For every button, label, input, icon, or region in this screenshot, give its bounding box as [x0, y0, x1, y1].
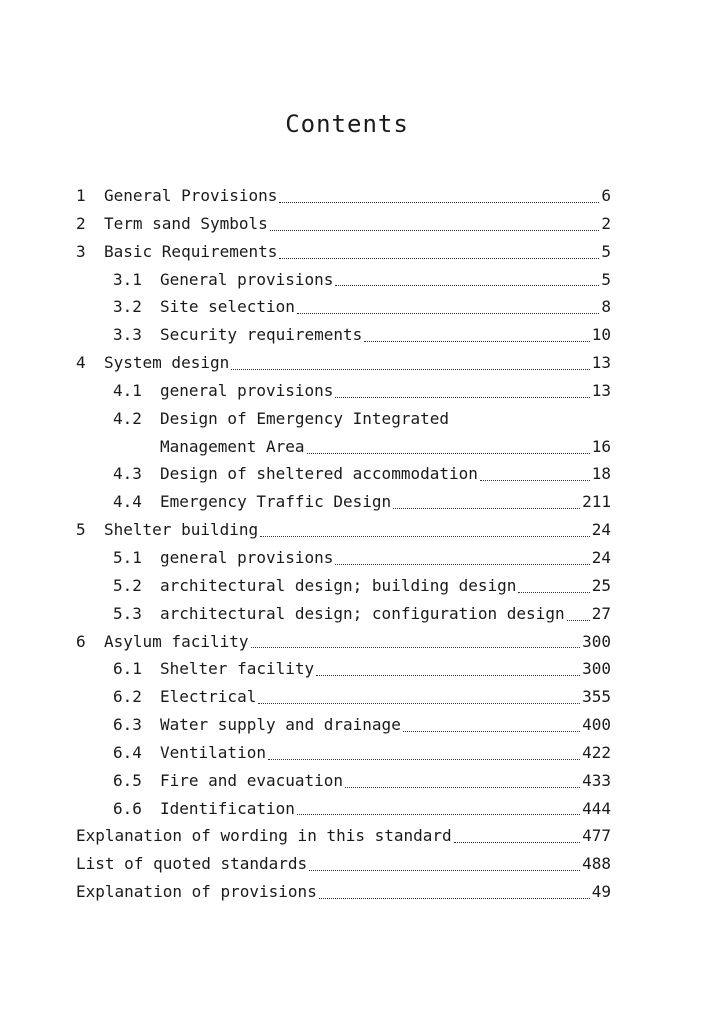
toc-entry-title: Ventilation [160, 742, 266, 762]
toc-entry-page: 5 [601, 241, 611, 261]
toc-entry[interactable] [76, 460, 611, 488]
toc-entry-number: 3.3 [113, 325, 142, 345]
toc-entry-page: 24 [591, 547, 611, 567]
toc-entry-title: System design [104, 353, 230, 373]
toc-entry-page: 2 [601, 213, 611, 233]
toc-entry-title: Shelter building [104, 520, 259, 540]
table-of-contents [76, 182, 611, 906]
toc-entry[interactable] [76, 238, 611, 266]
toc-entry-page: 18 [591, 464, 611, 484]
toc-entry-page: 400 [582, 715, 611, 735]
toc-entry-page: 5 [601, 269, 611, 289]
toc-entry-page: 13 [591, 380, 611, 400]
toc-entry[interactable] [76, 600, 611, 628]
toc-entry-page: 300 [582, 659, 611, 679]
toc-entry-title: Design of sheltered accommodation [160, 464, 478, 484]
toc-leader-dots [454, 841, 580, 843]
toc-entry-title: Site selection [160, 297, 295, 317]
toc-entry-number: 4 [76, 353, 86, 373]
toc-entry-page: 8 [601, 297, 611, 317]
toc-leader-dots [393, 507, 580, 509]
toc-leader-dots [260, 535, 590, 537]
toc-entry-title: Basic Requirements [104, 241, 278, 261]
toc-entry-page: 6 [601, 186, 611, 205]
toc-entry-title: General provisions [160, 269, 334, 289]
toc-entry-page: 25 [591, 575, 611, 595]
toc-leader-dots [335, 396, 589, 398]
toc-entry-title: Explanation of wording in this standard [76, 826, 452, 846]
toc-entry[interactable] [76, 795, 611, 823]
toc-entry[interactable] [76, 544, 611, 572]
toc-entry-title: Fire and evacuation [160, 770, 344, 790]
toc-entry-number: 4.1 [113, 380, 142, 400]
toc-entry-title: Management Area [160, 436, 305, 456]
toc-entry[interactable] [76, 405, 611, 433]
toc-leader-dots [258, 702, 580, 704]
toc-entry-number: 4.2 [113, 408, 142, 428]
toc-entry-page: 488 [582, 854, 611, 874]
toc-entry[interactable] [76, 293, 611, 321]
toc-leader-dots [297, 813, 580, 815]
toc-entry-page: 49 [591, 882, 611, 902]
toc-entry-number: 6 [76, 631, 86, 651]
toc-entry[interactable] [76, 711, 611, 739]
toc-leader-dots [279, 257, 599, 259]
toc-leader-dots [518, 591, 589, 593]
toc-entry-number: 6.6 [113, 798, 142, 818]
toc-entry-title: architectural design; configuration design [160, 603, 565, 623]
toc-leader-dots [297, 312, 600, 314]
toc-entry[interactable] [76, 433, 611, 461]
toc-entry-title: general provisions [160, 380, 334, 400]
toc-entry-title: Shelter facility [160, 659, 315, 679]
toc-entry[interactable] [76, 349, 611, 377]
toc-leader-dots [567, 619, 590, 621]
toc-leader-dots [364, 340, 589, 342]
toc-leader-dots [316, 674, 580, 676]
toc-entry-number: 5.2 [113, 575, 142, 595]
toc-entry-title: Emergency Traffic Design [160, 492, 392, 512]
toc-entry-number: 2 [76, 213, 86, 233]
toc-entry[interactable] [76, 266, 611, 294]
toc-leader-dots [319, 897, 590, 899]
toc-entry-page: 27 [591, 603, 611, 623]
toc-entry[interactable] [76, 488, 611, 516]
toc-entry[interactable] [76, 321, 611, 349]
toc-leader-dots [480, 479, 590, 481]
toc-entry-title: general provisions [160, 547, 334, 567]
toc-entry-title: Water supply and drainage [160, 715, 401, 735]
toc-entry-title: architectural design; building design [160, 575, 517, 595]
toc-entry-number: 4.4 [113, 492, 142, 512]
toc-entry-number: 3.2 [113, 297, 142, 317]
toc-entry-number: 6.4 [113, 742, 142, 762]
toc-entry-page: 300 [582, 631, 611, 651]
toc-entry-page: 16 [591, 436, 611, 456]
toc-entry-number: 5.3 [113, 603, 142, 623]
toc-entry-page: 422 [582, 742, 611, 762]
toc-entry-title: Term sand Symbols [104, 213, 268, 233]
toc-entry[interactable] [76, 182, 611, 210]
toc-entry[interactable] [76, 850, 611, 878]
toc-entry[interactable] [76, 878, 611, 906]
toc-entry-title: Design of Emergency Integrated [160, 408, 449, 428]
toc-entry[interactable] [76, 516, 611, 544]
toc-entry-number: 4.3 [113, 464, 142, 484]
toc-entry-title: Electrical [160, 687, 257, 707]
toc-entry-title: Asylum facility [104, 631, 249, 651]
toc-entry[interactable] [76, 210, 611, 238]
toc-entry-page: 433 [582, 770, 611, 790]
toc-entry[interactable] [76, 767, 611, 795]
toc-entry-title: General Provisions [104, 186, 278, 205]
toc-entry-number: 6.2 [113, 687, 142, 707]
toc-leader-dots [335, 563, 589, 565]
toc-leader-dots [309, 869, 580, 871]
toc-entry-page: 211 [582, 492, 611, 512]
toc-entry-title: List of quoted standards [76, 854, 308, 874]
toc-entry-page: 13 [591, 353, 611, 373]
toc-leader-dots [335, 284, 599, 286]
toc-leader-dots [403, 730, 580, 732]
toc-leader-dots [279, 201, 599, 203]
toc-entry[interactable] [76, 572, 611, 600]
toc-entry-number: 6.5 [113, 770, 142, 790]
toc-entry-page: 477 [582, 826, 611, 846]
toc-entry-number: 1 [76, 186, 86, 205]
toc-entry-title: Security requirements [160, 325, 363, 345]
toc-leader-dots [345, 786, 580, 788]
toc-entry[interactable] [76, 739, 611, 767]
toc-entry[interactable] [76, 655, 611, 683]
toc-entry[interactable] [76, 628, 611, 656]
toc-entry-number: 5 [76, 520, 86, 540]
toc-entry-number: 5.1 [113, 547, 142, 567]
toc-entry-number: 3 [76, 241, 86, 261]
toc-entry-title: Identification [160, 798, 295, 818]
toc-leader-dots [268, 758, 580, 760]
toc-entry[interactable] [76, 377, 611, 405]
toc-entry-page: 24 [591, 520, 611, 540]
toc-entry-page: 355 [582, 687, 611, 707]
page-title: Contents [285, 110, 409, 138]
toc-entry-number: 6.1 [113, 659, 142, 679]
toc-entry-page: 10 [591, 325, 611, 345]
toc-entry-title: Explanation of provisions [76, 882, 317, 902]
toc-entry-number: 3.1 [113, 269, 142, 289]
toc-leader-dots [231, 368, 590, 370]
toc-leader-dots [270, 229, 600, 231]
toc-entry-number: 6.3 [113, 715, 142, 735]
toc-entry[interactable] [76, 683, 611, 711]
toc-entry-page: 444 [582, 798, 611, 818]
toc-leader-dots [307, 452, 590, 454]
toc-leader-dots [251, 646, 581, 648]
toc-entry[interactable] [76, 822, 611, 850]
